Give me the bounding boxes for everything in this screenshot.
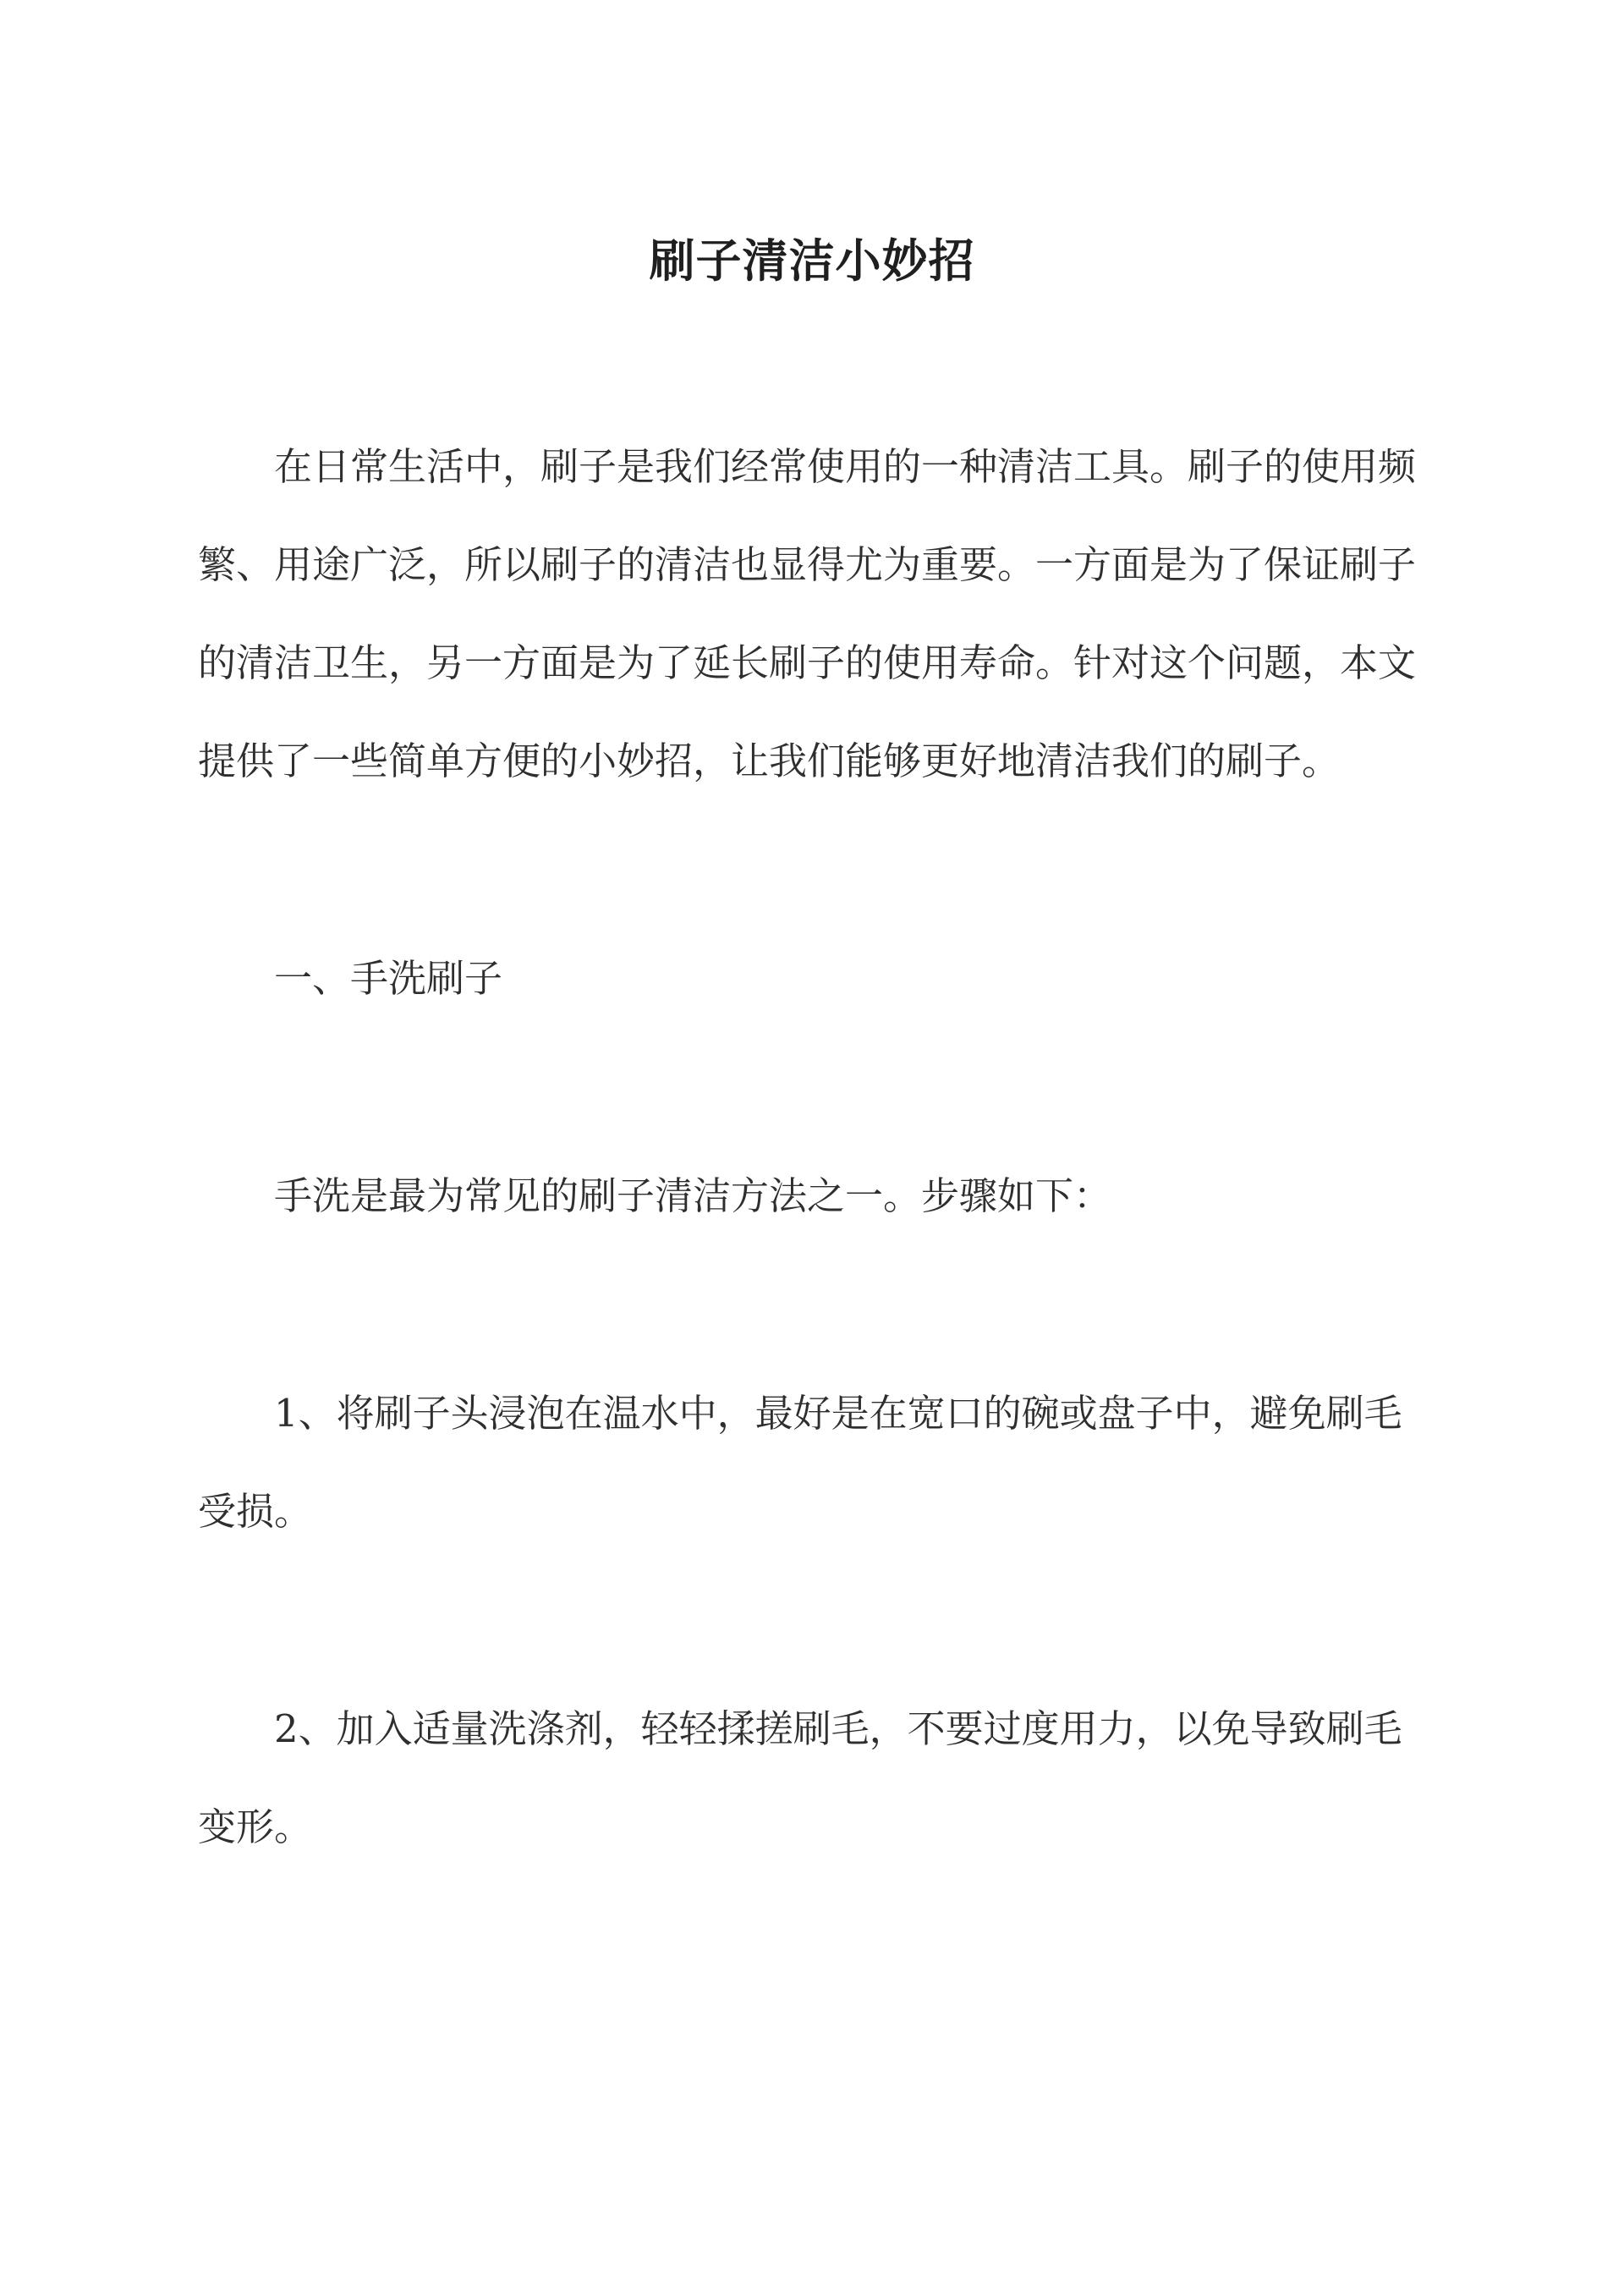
step-line: 2、加入适量洗涤剂，轻轻揉搓刷毛，不要过度用力，以免导致刷毛 <box>274 1706 1402 1751</box>
section-heading <box>198 930 1421 1028</box>
paragraph-line: 提供了一些简单方便的小妙招，让我们能够更好地清洁我们的刷子。 <box>198 739 1341 783</box>
section-heading-text: 一、手洗刷子 <box>274 956 503 1001</box>
paragraph-line: 在日常生活中，刷子是我们经常使用的一种清洁工具。刷子的使用频 <box>274 444 1417 489</box>
step-line: 1、将刷子头浸泡在温水中，最好是在宽口的碗或盘子中，避免刷毛 <box>274 1391 1402 1436</box>
step-1 <box>198 1365 1421 1561</box>
step-2 <box>198 1680 1421 1876</box>
paragraph-line: 手洗是最为常见的刷子清洁方法之一。步骤如下： <box>274 1173 1112 1218</box>
paragraph-line: 繁、用途广泛，所以刷子的清洁也显得尤为重要。一方面是为了保证刷子 <box>198 542 1417 587</box>
step-line: 变形。 <box>198 1804 313 1849</box>
paragraph-line: 的清洁卫生，另一方面是为了延长刷子的使用寿命。针对这个问题，本文 <box>198 640 1417 685</box>
step-line: 受损。 <box>198 1489 313 1534</box>
intro-paragraph <box>198 418 1421 810</box>
page-title: 刷子清洁小妙招 <box>649 233 975 288</box>
document-body <box>198 418 1421 1996</box>
section-lead-paragraph <box>198 1147 1421 1245</box>
